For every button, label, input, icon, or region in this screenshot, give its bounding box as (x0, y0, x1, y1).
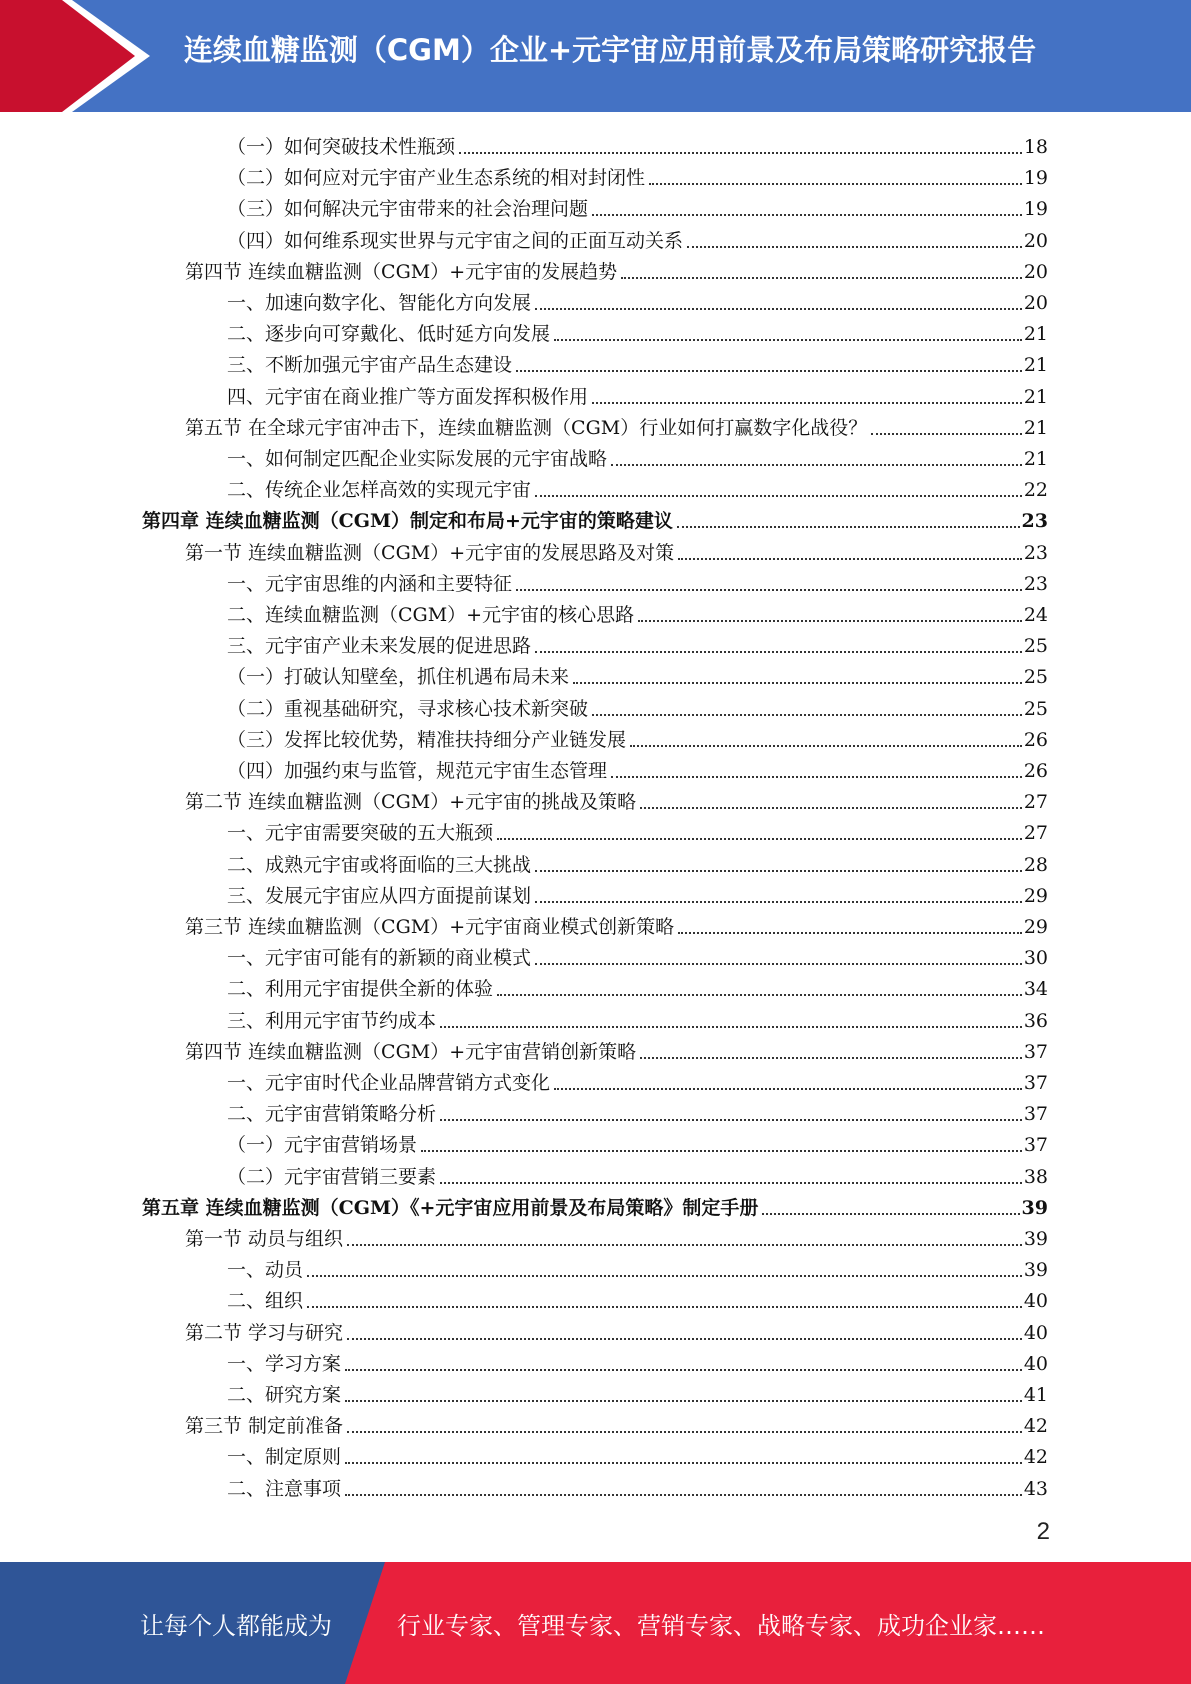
toc-dot-leader (573, 682, 1022, 684)
toc-entry-page: 37 (1023, 1072, 1048, 1094)
toc-entry-page: 42 (1023, 1415, 1048, 1438)
toc-dot-leader (347, 1338, 1022, 1340)
toc-entry-page: 39 (1021, 1196, 1048, 1219)
toc-entry-page: 40 (1023, 1321, 1048, 1344)
toc-entry-label: （二）重视基础研究，寻求核心技术新突破 (227, 697, 589, 720)
toc-entry-label: 二、利用元宇宙提供全新的体验 (227, 978, 494, 1001)
toc-entry-label: 三、发展元宇宙应从四方面提前谋划 (227, 884, 532, 907)
toc-entry-page: 19 (1023, 198, 1048, 221)
toc-dot-leader (677, 526, 1020, 528)
toc-entry-page: 23 (1021, 510, 1048, 533)
toc-entry-page: 41 (1023, 1384, 1048, 1406)
toc-entry-label: 第五节 在全球元宇宙冲击下，连续血糖监测（CGM）行业如何打赢数字化战役？ (185, 416, 868, 439)
toc-entry-page: 21 (1023, 323, 1048, 346)
toc-entry-label: （三）如何解决元宇宙带来的社会治理问题 (227, 198, 589, 221)
toc-dot-leader (497, 994, 1022, 996)
toc-entry-page: 34 (1023, 978, 1048, 1001)
toc-entry-label: 一、元宇宙时代企业品牌营销方式变化 (227, 1072, 551, 1094)
toc-entry-page: 25 (1023, 666, 1048, 689)
toc-dot-leader (621, 277, 1022, 279)
toc-entry-label: 三、利用元宇宙节约成本 (227, 1009, 437, 1032)
toc-section-entry[interactable] (185, 1220, 1048, 1251)
toc-entry-label: 第四节 连续血糖监测（CGM）+元宇宙的发展趋势 (185, 260, 618, 283)
toc-entry-page: 22 (1023, 479, 1048, 502)
toc-section-entry[interactable] (185, 409, 1048, 440)
toc-chapter-entry[interactable] (142, 1189, 1048, 1220)
report-title: 连续血糖监测（CGM）企业+元宇宙应用前景及布局策略研究报告 (183, 33, 1037, 67)
toc-dot-leader (516, 370, 1022, 372)
toc-dot-leader (871, 433, 1022, 435)
toc-dot-leader (307, 1275, 1022, 1277)
toc-subsection-entry[interactable] (227, 721, 1048, 752)
toc-subsection-entry[interactable] (227, 846, 1048, 877)
toc-dot-leader (535, 308, 1022, 310)
toc-dot-leader (535, 901, 1022, 903)
toc-entry-page: 21 (1023, 385, 1048, 408)
toc-entry-page: 23 (1023, 541, 1048, 564)
toc-entry-page: 20 (1023, 229, 1048, 252)
toc-entry-label: （二）如何应对元宇宙产业生态系统的相对封闭性 (227, 167, 646, 190)
toc-entry-page: 30 (1023, 947, 1048, 970)
toc-entry-label: 二、组织 (227, 1290, 304, 1313)
toc-subsection-entry[interactable] (227, 690, 1048, 721)
toc-section-entry[interactable] (185, 1033, 1048, 1064)
toc-entry-page: 21 (1023, 416, 1048, 439)
toc-dot-leader (687, 246, 1022, 248)
toc-subsection-entry[interactable] (227, 627, 1048, 658)
toc-subsection-entry[interactable] (227, 222, 1048, 253)
toc-entry-page: 26 (1023, 760, 1048, 782)
toc-entry-page: 38 (1023, 1165, 1048, 1188)
toc-subsection-entry[interactable] (227, 565, 1048, 596)
toc-entry-label: 一、如何制定匹配企业实际发展的元宇宙战略 (227, 448, 608, 470)
toc-entry-label: （三）发挥比较优势，精准扶持细分产业链发展 (227, 728, 627, 751)
toc-entry-page: 24 (1023, 604, 1048, 626)
toc-dot-leader (345, 1400, 1022, 1402)
toc-entry-label: 第二节 学习与研究 (185, 1321, 344, 1344)
toc-dot-leader (459, 152, 1022, 154)
toc-entry-page: 37 (1023, 1103, 1048, 1126)
toc-dot-leader (640, 1057, 1022, 1059)
toc-subsection-entry[interactable] (227, 315, 1048, 346)
toc-entry-page: 21 (1023, 448, 1048, 470)
toc-section-entry[interactable] (185, 783, 1048, 814)
toc-subsection-entry[interactable] (227, 1064, 1048, 1095)
toc-entry-page: 37 (1023, 1134, 1048, 1157)
toc-subsection-entry[interactable] (227, 1251, 1048, 1282)
toc-section-entry[interactable] (185, 253, 1048, 284)
toc-entry-label: 二、成熟元宇宙或将面临的三大挑战 (227, 853, 532, 876)
page-number: 2 (1036, 1518, 1050, 1545)
toc-entry-label: （一）打破认知壁垒，抓住机遇布局未来 (227, 666, 570, 689)
toc-dot-leader (516, 589, 1022, 591)
toc-section-entry[interactable] (185, 1314, 1048, 1345)
toc-entry-label: 第五章 连续血糖监测（CGM）《+元宇宙应用前景及布局策略》制定手册 (142, 1196, 759, 1219)
toc-entry-label: （一）如何突破技术性瓶颈 (227, 136, 456, 158)
toc-dot-leader (497, 838, 1022, 840)
toc-entry-label: 一、元宇宙可能有的新颖的商业模式 (227, 947, 532, 970)
toc-dot-leader (535, 963, 1022, 965)
toc-dot-leader (347, 1244, 1022, 1246)
footer-slogan-right: 行业专家、管理专家、营销专家、战略专家、成功企业家…… (397, 1612, 1045, 1640)
toc-entry-label: 第二节 连续血糖监测（CGM）+元宇宙的挑战及策略 (185, 791, 637, 814)
toc-subsection-entry[interactable] (227, 378, 1048, 409)
toc-dot-leader (611, 776, 1022, 778)
toc-entry-label: 第三节 制定前准备 (185, 1415, 344, 1438)
toc-entry-page: 20 (1023, 260, 1048, 283)
toc-entry-label: 二、连续血糖监测（CGM）+元宇宙的核心思路 (227, 604, 635, 626)
toc-entry-page: 27 (1023, 822, 1048, 845)
toc-dot-leader (440, 1119, 1022, 1121)
toc-entry-label: 三、元宇宙产业未来发展的促进思路 (227, 635, 532, 658)
toc-subsection-entry[interactable] (227, 877, 1048, 908)
toc-subsection-entry[interactable] (227, 814, 1048, 845)
toc-dot-leader (678, 932, 1022, 934)
toc-dot-leader (592, 402, 1022, 404)
toc-subsection-entry[interactable] (227, 1345, 1048, 1376)
toc-subsection-entry[interactable] (227, 970, 1048, 1001)
toc-subsection-entry[interactable] (227, 346, 1048, 377)
toc-dot-leader (678, 558, 1022, 560)
toc-entry-page: 36 (1023, 1009, 1048, 1032)
toc-entry-label: （四）加强约束与监管，规范元宇宙生态管理 (227, 760, 608, 782)
toc-entry-page: 21 (1023, 354, 1048, 377)
toc-subsection-entry[interactable] (227, 471, 1048, 502)
toc-entry-page: 26 (1023, 728, 1048, 751)
toc-dot-leader (535, 870, 1022, 872)
toc-dot-leader (440, 1182, 1022, 1184)
toc-dot-leader (592, 214, 1022, 216)
toc-dot-leader (347, 1431, 1022, 1433)
page-footer (0, 1562, 1191, 1684)
toc-dot-leader (345, 1369, 1022, 1371)
toc-entry-page: 29 (1023, 916, 1048, 938)
toc-entry-page: 40 (1023, 1352, 1048, 1375)
toc-entry-label: 四、元宇宙在商业推广等方面发挥积极作用 (227, 385, 589, 408)
toc-subsection-entry[interactable] (227, 1002, 1048, 1033)
toc-chapter-entry[interactable] (142, 502, 1048, 533)
toc-entry-page: 28 (1023, 853, 1048, 876)
toc-subsection-entry[interactable] (227, 440, 1048, 471)
page-header (0, 0, 1191, 112)
toc-dot-leader (638, 620, 1022, 622)
toc-subsection-entry[interactable] (227, 1095, 1048, 1126)
toc-entry-label: 二、研究方案 (227, 1384, 342, 1406)
toc-subsection-entry[interactable] (227, 1158, 1048, 1189)
toc-entry-page: 39 (1023, 1259, 1048, 1282)
toc-entry-page: 23 (1023, 572, 1048, 595)
toc-entry-label: 第四章 连续血糖监测（CGM）制定和布局+元宇宙的策略建议 (142, 510, 673, 533)
toc-section-entry[interactable] (185, 908, 1048, 939)
toc-entry-label: 二、元宇宙营销策略分析 (227, 1103, 437, 1126)
toc-entry-label: 二、注意事项 (227, 1477, 342, 1500)
toc-dot-leader (640, 807, 1022, 809)
toc-dot-leader (592, 714, 1022, 716)
toc-dot-leader (440, 1026, 1022, 1028)
toc-dot-leader (630, 745, 1022, 747)
toc-entry-label: 一、动员 (227, 1259, 304, 1282)
toc-dot-leader (535, 651, 1022, 653)
toc-subsection-entry[interactable] (227, 658, 1048, 689)
toc-entry-label: 一、元宇宙需要突破的五大瓶颈 (227, 822, 494, 845)
toc-subsection-entry[interactable] (227, 1282, 1048, 1313)
toc-entry-page: 27 (1023, 791, 1048, 814)
toc-entry-page: 37 (1023, 1040, 1048, 1063)
toc-entry-label: 一、学习方案 (227, 1352, 342, 1375)
toc-entry-label: 第三节 连续血糖监测（CGM）+元宇宙商业模式创新策略 (185, 916, 675, 938)
toc-entry-label: 一、制定原则 (227, 1446, 342, 1469)
toc-entry-page: 25 (1023, 635, 1048, 658)
toc-entry-page: 18 (1023, 136, 1048, 158)
toc-entry-label: （一）元宇宙营销场景 (227, 1134, 418, 1157)
toc-subsection-entry[interactable] (227, 596, 1048, 627)
toc-entry-label: 一、元宇宙思维的内涵和主要特征 (227, 572, 513, 595)
toc-entry-page: 39 (1023, 1228, 1048, 1250)
toc-subsection-entry[interactable] (227, 1470, 1048, 1501)
footer-slogan-left: 让每个人都能成为 (140, 1612, 332, 1640)
toc-entry-label: （四）如何维系现实世界与元宇宙之间的正面互动关系 (227, 229, 684, 252)
toc-subsection-entry[interactable] (227, 159, 1048, 190)
toc-subsection-entry[interactable] (227, 1126, 1048, 1157)
toc-entry-label: 三、不断加强元宇宙产品生态建设 (227, 354, 513, 377)
toc-entry-label: 第四节 连续血糖监测（CGM）+元宇宙营销创新策略 (185, 1040, 637, 1063)
toc-entry-label: 二、传统企业怎样高效的实现元宇宙 (227, 479, 532, 502)
toc-dot-leader (649, 183, 1022, 185)
toc-subsection-entry[interactable] (227, 128, 1048, 159)
toc-subsection-entry[interactable] (227, 190, 1048, 221)
toc-entry-page: 29 (1023, 884, 1048, 907)
toc-subsection-entry[interactable] (227, 1438, 1048, 1469)
toc-dot-leader (611, 464, 1022, 466)
toc-dot-leader (345, 1494, 1022, 1496)
toc-entry-page: 20 (1023, 292, 1048, 314)
toc-subsection-entry[interactable] (227, 752, 1048, 783)
toc-entry-label: （二）元宇宙营销三要素 (227, 1165, 437, 1188)
toc-entry-page: 19 (1023, 167, 1048, 190)
toc-dot-leader (307, 1306, 1022, 1308)
toc-subsection-entry[interactable] (227, 284, 1048, 315)
toc-entry-label: 一、加速向数字化、智能化方向发展 (227, 292, 532, 314)
toc-subsection-entry[interactable] (227, 939, 1048, 970)
toc-subsection-entry[interactable] (227, 1376, 1048, 1407)
toc-entry-label: 第一节 连续血糖监测（CGM）+元宇宙的发展思路及对策 (185, 541, 675, 564)
toc-entry-page: 25 (1023, 697, 1048, 720)
toc-entry-label: 二、逐步向可穿戴化、低时延方向发展 (227, 323, 551, 346)
toc-dot-leader (554, 339, 1022, 341)
toc-entry-page: 42 (1023, 1446, 1048, 1469)
toc-dot-leader (345, 1462, 1022, 1464)
toc-dot-leader (762, 1213, 1019, 1215)
toc-dot-leader (554, 1088, 1022, 1090)
toc-entry-label: 第一节 动员与组织 (185, 1228, 344, 1250)
toc-dot-leader (535, 495, 1022, 497)
toc-dot-leader (421, 1150, 1022, 1152)
toc-entry-page: 43 (1023, 1477, 1048, 1500)
toc-entry-page: 40 (1023, 1290, 1048, 1313)
toc-section-entry[interactable] (185, 534, 1048, 565)
toc-section-entry[interactable] (185, 1407, 1048, 1438)
